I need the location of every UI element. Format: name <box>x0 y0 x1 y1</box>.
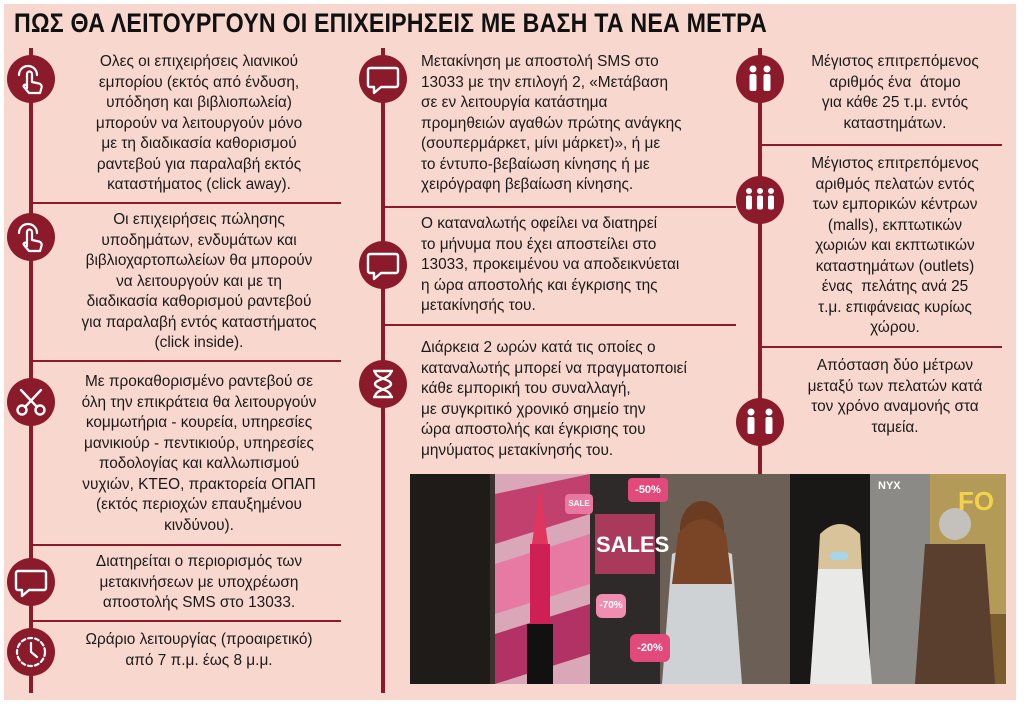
separator <box>29 544 341 546</box>
text-line: τ.μ. επιφάνειας κυρίως <box>818 298 972 316</box>
text-line: με τη διαδικασία καθορισμού <box>101 135 297 152</box>
text-line: να λειτουργούν και με τη <box>116 272 282 290</box>
text-line: Ο καταναλωτής οφείλει να διατηρεί <box>421 215 658 232</box>
text-line: (click inside). <box>154 334 244 351</box>
message-icon <box>7 558 55 606</box>
text-line: των εμπορικών κέντρων <box>812 196 978 213</box>
separator <box>758 346 1002 348</box>
text-line: αποστολής SMS στο 13033. <box>102 594 296 611</box>
text-line: βιβλιοχαρτοπωλείων θα μπορούν <box>85 252 313 269</box>
text-line: ποδολογίας και καλλωπισμού <box>98 455 300 472</box>
text-line: (σουπερμάρκετ, μίνι μάρκετ)», ή με <box>421 135 661 152</box>
text-line: υπόδηση και βιβλιοπωλεία) <box>106 94 292 111</box>
store-logo: NYX <box>878 480 901 492</box>
text-line: καταστημάτων. <box>843 114 947 132</box>
text-line: Μετακίνηση με αποστολή SMS στο <box>421 53 659 70</box>
text-line: Διατηρείται ο περιορισμός των <box>95 553 303 570</box>
text-line: η ώρα αποστολής και έγκρισης της <box>421 276 658 294</box>
text-line: Μέγιστος επιτρεπόμενος <box>811 155 979 172</box>
two-people-icon <box>736 398 784 446</box>
text-line: μετακίνησής του. <box>421 297 536 314</box>
hand-click-icon <box>7 213 55 261</box>
text-line: χωριών και εκπτωτικών <box>815 237 975 254</box>
rule-block-hours <box>58 630 340 671</box>
text-line: Απόσταση δύο μέτρων <box>816 357 974 374</box>
text-line: μανικιούρ - πεντικιούρ, υπηρεσίες <box>84 434 314 452</box>
text-line: εμπορίου (εκτός από ένδυση, <box>98 73 300 91</box>
text-line: Μέγιστος επιτρεπόμενος <box>811 53 979 70</box>
text-line: 13033 με την επιλογή 2, «Μετάβαση <box>421 73 669 91</box>
text-line: διαδικασία καθορισμού ραντεβού <box>86 293 312 310</box>
text-line: αριθμός ένα άτομο <box>829 73 961 91</box>
text-line: (malls), εκπτωτικών <box>827 216 963 234</box>
text-line: Με προκαθορισμένο ραντεβού σε <box>84 373 314 390</box>
text-line: σε εν λειτουργία κατάστημα <box>421 94 608 111</box>
separator <box>29 360 341 362</box>
text-line: όλη την επικράτεια θα λειτουργούν <box>81 393 317 411</box>
discount-tag: -50% <box>628 478 668 502</box>
text-line: για κάθε 25 τ.μ. εντός <box>821 94 969 111</box>
text-line: μηνύματος μετακίνησής του. <box>421 441 614 459</box>
text-line: μεταξύ των πελατών κατά <box>807 377 983 395</box>
text-line: Διάρκεια 2 ωρών κατά τις οποίες ο <box>421 339 656 356</box>
text-line: από 7 π.μ. έως 8 μ.μ. <box>125 651 273 669</box>
text-line: (εκτός περιοχών επαυξημένου <box>96 496 302 513</box>
text-line: με συγκριτικό χρονικό σημείο την <box>421 400 646 418</box>
separator <box>29 202 341 204</box>
separator <box>29 620 341 622</box>
rule-block-sms <box>421 52 737 196</box>
rule-block-capacity-malls <box>784 154 1006 339</box>
text-line: το έντυπο-βεβαίωση κίνησης ή με <box>421 155 650 173</box>
separator <box>758 144 1002 146</box>
text-line: υποδημάτων, ενδυμάτων και <box>101 231 297 249</box>
separator <box>381 206 736 208</box>
message-icon <box>359 55 407 103</box>
rule-block-movement <box>58 552 340 614</box>
text-line: χειρόγραφη βεβαίωση κίνησης. <box>421 176 634 193</box>
text-line: ένας πελάτης ανά 25 <box>821 278 969 295</box>
group-people-icon <box>736 176 784 224</box>
shop-window-photo <box>410 474 1006 684</box>
rule-block-keep-message <box>421 214 737 317</box>
separator <box>381 324 736 326</box>
text-line: Ωράριο λειτουργίας (προαιρετικό) <box>85 631 313 648</box>
hourglass-icon <box>359 360 407 408</box>
text-line: ραντεβού για παραλαβή εκτός <box>96 155 302 173</box>
store-sign: FO <box>958 486 995 516</box>
text-line: μπορούν να λειτουργούν μόνο <box>95 114 303 132</box>
text-line: Ολες οι επιχειρήσεις λιανικού <box>99 53 299 70</box>
text-line: τον χρόνο αναμονής στα <box>811 398 979 415</box>
text-line: κομμωτήρια - κουρεία, υπηρεσίες <box>85 414 313 431</box>
sale-sign: SALES <box>596 532 670 557</box>
text-line: για παραλαβή εντός καταστήματος <box>81 313 317 331</box>
text-line: Οι επιχειρήσεις πώλησης <box>113 211 285 228</box>
rule-block-duration <box>421 338 737 461</box>
text-line: καταστημάτων (outlets) <box>815 257 975 275</box>
text-line: μετακινήσεων με υποχρέωση <box>99 573 299 591</box>
clock-icon <box>7 628 55 676</box>
text-line: ταμεία. <box>871 418 919 436</box>
text-line: 13033, προκειμένου να αποδεικνύεται <box>421 256 680 273</box>
text-line: χώρου. <box>870 319 920 336</box>
text-line: αριθμός πελατών εντός <box>815 175 975 193</box>
page-title: ΠΩΣ ΘΑ ΛΕΙΤΟΥΡΓΟΥΝ ΟΙ ΕΠΙΧΕΙΡΗΣΕΙΣ ΜΕ ΒΑΣΗ ΤΑ ΝΕΑ ΜΕΤΡΑ <box>14 8 767 38</box>
two-people-icon <box>736 55 784 103</box>
text-line: προμηθειών αγαθών πρώτης ανάγκης <box>421 114 682 132</box>
scissors-icon <box>7 378 55 426</box>
text-line: νυχιών, ΚΤΕΟ, πρακτορεία ΟΠΑΠ <box>82 475 316 493</box>
discount-tag: -70% <box>596 594 626 618</box>
discount-tag: -20% <box>630 634 670 662</box>
text-line: καταναλωτής μπορεί να πραγματοποιεί <box>421 359 687 377</box>
text-line: καταστήματος (click away). <box>107 176 291 193</box>
rule-block-capacity-stores <box>784 52 1006 134</box>
rule-block-services <box>58 372 340 536</box>
message-icon <box>359 241 407 289</box>
rule-block-distance <box>784 356 1006 438</box>
text-line: κάθε εμπορική του συναλλαγή, <box>421 380 631 397</box>
hand-click-icon <box>7 55 55 103</box>
text-line: κινδύνου). <box>164 516 234 534</box>
rule-block-retail <box>58 52 340 196</box>
text-line: ώρα αποστολής και έγκρισης του <box>421 421 646 438</box>
sale-tag-small: SALE <box>565 494 593 514</box>
rule-block-clothing <box>58 210 340 354</box>
text-line: το μήνυμα που έχει αποστείλει στο <box>421 235 657 253</box>
